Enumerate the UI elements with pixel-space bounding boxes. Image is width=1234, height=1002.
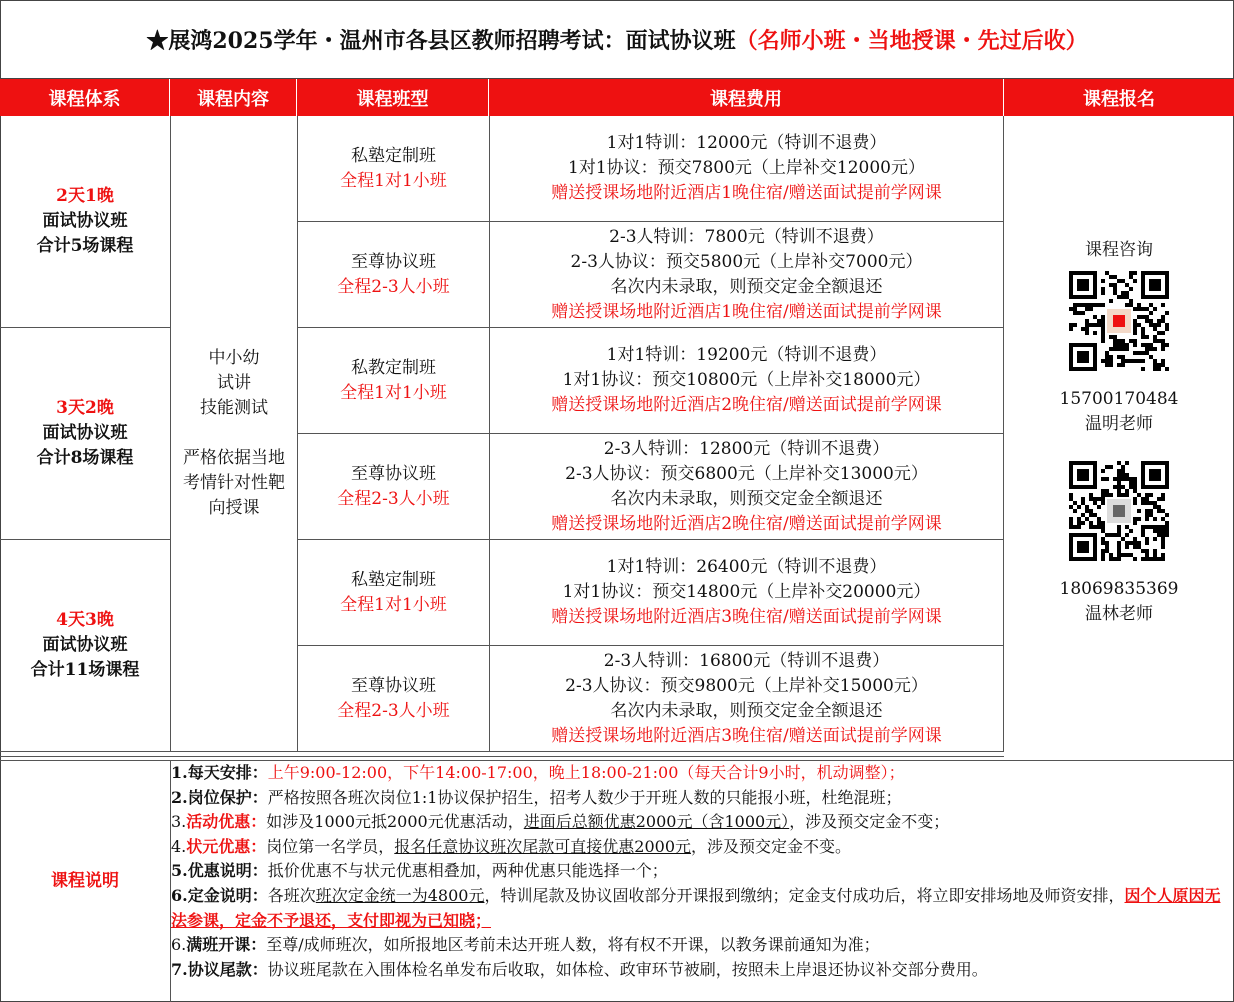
header-course-content: 课程内容 (170, 79, 297, 116)
class-type-cell (298, 646, 489, 751)
class-sub: 全程1对1小班 (340, 594, 447, 615)
contact-phone: 15700170484 (1059, 389, 1179, 409)
fee-line: 2-3人特训：16800元（特训不退费） (603, 650, 890, 671)
note-key: 1.每天安排： (171, 763, 268, 782)
system-duration: 2天1晚 (56, 186, 114, 206)
fee-line: 2-3人协议：预交5800元（上岸补交7000元） (570, 251, 923, 272)
class-name: 私塾定制班 (351, 145, 436, 166)
fee-line: 1对1特训：26400元（特训不退费） (606, 557, 887, 577)
note-item (171, 933, 1231, 958)
fee-cell (490, 540, 1003, 645)
class-type-cell (298, 328, 489, 433)
system-cell-3 (0, 540, 170, 751)
course-content-cell (171, 116, 297, 751)
content-line: 技能测试 (200, 398, 268, 418)
note-text: 协议班尾款在入围体检名单发布后收取，如体检、政审环节被刷，按照未上岸退还协议补交部分费用。 (267, 959, 988, 979)
note-num: 6. (171, 935, 187, 955)
system-name: 面试协议班 (42, 635, 128, 655)
header-course-fee: 课程费用 (489, 79, 1004, 116)
note-text: 上午9:00-12:00，下午14:00-17:00，晚上18:00-21:00（每天合计9小时，机动调整）； (267, 763, 905, 782)
note-key: 7.协议尾款： (171, 959, 268, 979)
system-duration: 3天2晚 (56, 398, 114, 418)
fee-line: 1对1协议：预交14800元（上岸补交20000元） (562, 582, 931, 602)
grid-line (0, 756, 1004, 757)
system-total: 合计11场课程 (30, 660, 140, 680)
fee-gift: 赠送授课场地附近酒店1晚住宿/赠送面试提前学网课 (551, 183, 942, 203)
course-notes (171, 761, 1231, 982)
signup-spacer (1004, 116, 1234, 238)
fee-line: 名次内未录取，则预交定金全额退还 (610, 488, 883, 509)
note-text-underlined: 报名任意协议班次尾款可直接优惠2000元 (394, 836, 692, 856)
fee-gift: 赠送授课场地附近酒店2晚住宿/赠送面试提前学网课 (551, 395, 942, 415)
class-name: 至尊协议班 (351, 463, 436, 484)
note-key: 5.优惠说明： (171, 861, 268, 881)
class-type-cell (298, 222, 489, 327)
header-class-type: 课程班型 (297, 79, 489, 116)
class-name: 至尊协议班 (351, 251, 436, 272)
class-type-cell (298, 540, 489, 645)
fee-gift: 赠送授课场地附近酒店3晚住宿/赠送面试提前学网课 (551, 607, 942, 627)
consult-label: 课程咨询 (1085, 240, 1153, 260)
note-text-underlined: 班次定金统一为4800元 (315, 885, 485, 905)
note-item (171, 884, 1231, 933)
content-line: 严格依据当地 (183, 448, 285, 468)
fee-cell (490, 328, 1003, 433)
contact-name: 温林老师 (1085, 604, 1153, 624)
note-key: 满班开课： (186, 935, 267, 955)
class-type-cell (298, 434, 489, 539)
note-num: 4. (171, 836, 187, 856)
fee-cell (490, 434, 1003, 539)
content-line: 中小幼 (208, 348, 260, 368)
note-text: 岗位第一名学员， (266, 836, 395, 856)
note-text: ，特训尾款及协议固收部分开课报到缴纳；定金支付成功后，将立即安排场地及师资安排， (484, 885, 1125, 905)
fee-gift: 赠送授课场地附近酒店1晚住宿/赠送面试提前学网课 (551, 301, 942, 322)
note-text: ，涉及预交定金不变。 (691, 836, 852, 856)
system-duration: 4天3晚 (56, 610, 114, 630)
system-total: 合计8场课程 (36, 448, 134, 468)
grid-line (0, 751, 1004, 752)
note-item (171, 835, 1231, 860)
content-line: 考情针对性靶 (183, 473, 285, 493)
note-text-warning: 因个人原因无法参课，定金不予退还，支付即视为已知晓； (171, 885, 1221, 930)
fee-line: 2-3人协议：预交9800元（上岸补交15000元） (565, 675, 928, 696)
fee-line: 名次内未录取，则预交定金全额退还 (610, 276, 883, 297)
fee-cell (490, 116, 1003, 221)
note-num: 3. (171, 812, 187, 832)
title-highlight: （名师小班・当地授课・先过后收） (735, 27, 1088, 54)
note-text: 严格按照各班次岗位1:1协议保护招生，招考人数少于开班人数的只能报小班，杜绝混班； (267, 787, 902, 807)
system-cell-2 (0, 328, 170, 539)
system-cell-1 (0, 116, 170, 327)
content-line: 试讲 (217, 373, 251, 393)
fee-line: 2-3人协议：预交6800元（上岸补交13000元） (565, 463, 928, 484)
content-line: 向授课 (208, 498, 260, 518)
qr-code-icon[interactable] (1069, 271, 1169, 371)
note-item (171, 810, 1231, 835)
contact-name: 温明老师 (1085, 414, 1153, 434)
note-key: 活动优惠： (186, 812, 267, 832)
class-name: 至尊协议班 (351, 675, 436, 696)
class-name: 私塾定制班 (351, 569, 436, 590)
class-sub: 全程2-3人小班 (337, 276, 450, 297)
signup-cell (1004, 116, 1234, 760)
note-text: 各班次 (267, 885, 316, 905)
note-text: ，涉及预交定金不变； (789, 812, 950, 832)
note-item (171, 958, 1231, 983)
system-name: 面试协议班 (42, 423, 128, 443)
note-item (171, 761, 1231, 786)
fee-gift: 赠送授课场地附近酒店3晚住宿/赠送面试提前学网课 (551, 725, 942, 746)
note-item (171, 859, 1231, 884)
note-key: 6.定金说明： (171, 885, 268, 905)
fee-line: 1对1特训：19200元（特训不退费） (606, 345, 887, 365)
fee-cell (490, 222, 1003, 327)
header-course-signup: 课程报名 (1004, 79, 1234, 116)
note-key: 2.岗位保护： (171, 787, 268, 807)
page-title (0, 0, 1234, 79)
qr-code-icon[interactable] (1069, 461, 1169, 561)
class-sub: 全程2-3人小班 (337, 700, 450, 721)
fee-line: 1对1特训：12000元（特训不退费） (606, 133, 887, 153)
fee-cell (490, 646, 1003, 751)
class-name: 私教定制班 (351, 357, 436, 378)
note-text: 如涉及1000元抵2000元优惠活动， (266, 812, 524, 832)
title-main: ★展鸿2025学年・温州市各县区教师招聘考试：面试协议班 (146, 27, 736, 54)
fee-line: 名次内未录取，则预交定金全额退还 (610, 700, 883, 721)
note-text-underlined: 进面后总额优惠2000元（含1000元） (523, 812, 790, 832)
system-total: 合计5场课程 (36, 236, 134, 256)
fee-line: 1对1协议：预交10800元（上岸补交18000元） (562, 370, 931, 390)
note-item (171, 786, 1231, 811)
contact-phone: 18069835369 (1059, 579, 1179, 599)
note-text: 抵价优惠不与状元优惠相叠加，两种优惠只能选择一个； (267, 861, 668, 881)
note-text: 至尊/成师班次，如所报地区考前未达开班人数，将有权不开课，以教务课前通知为准； (266, 935, 880, 955)
fee-line: 2-3人特训：12800元（特训不退费） (603, 438, 890, 459)
class-sub: 全程1对1小班 (340, 170, 447, 191)
class-type-cell (298, 116, 489, 221)
notes-label: 课程说明 (51, 871, 119, 891)
fee-line: 2-3人特训：7800元（特训不退费） (609, 226, 884, 247)
class-sub: 全程1对1小班 (340, 382, 447, 403)
system-name: 面试协议班 (42, 211, 128, 231)
header-course-system: 课程体系 (0, 79, 170, 116)
note-key: 状元优惠： (186, 836, 267, 856)
fee-line: 1对1协议：预交7800元（上岸补交12000元） (568, 158, 925, 178)
fee-gift: 赠送授课场地附近酒店2晚住宿/赠送面试提前学网课 (551, 513, 942, 534)
class-sub: 全程2-3人小班 (337, 488, 450, 509)
